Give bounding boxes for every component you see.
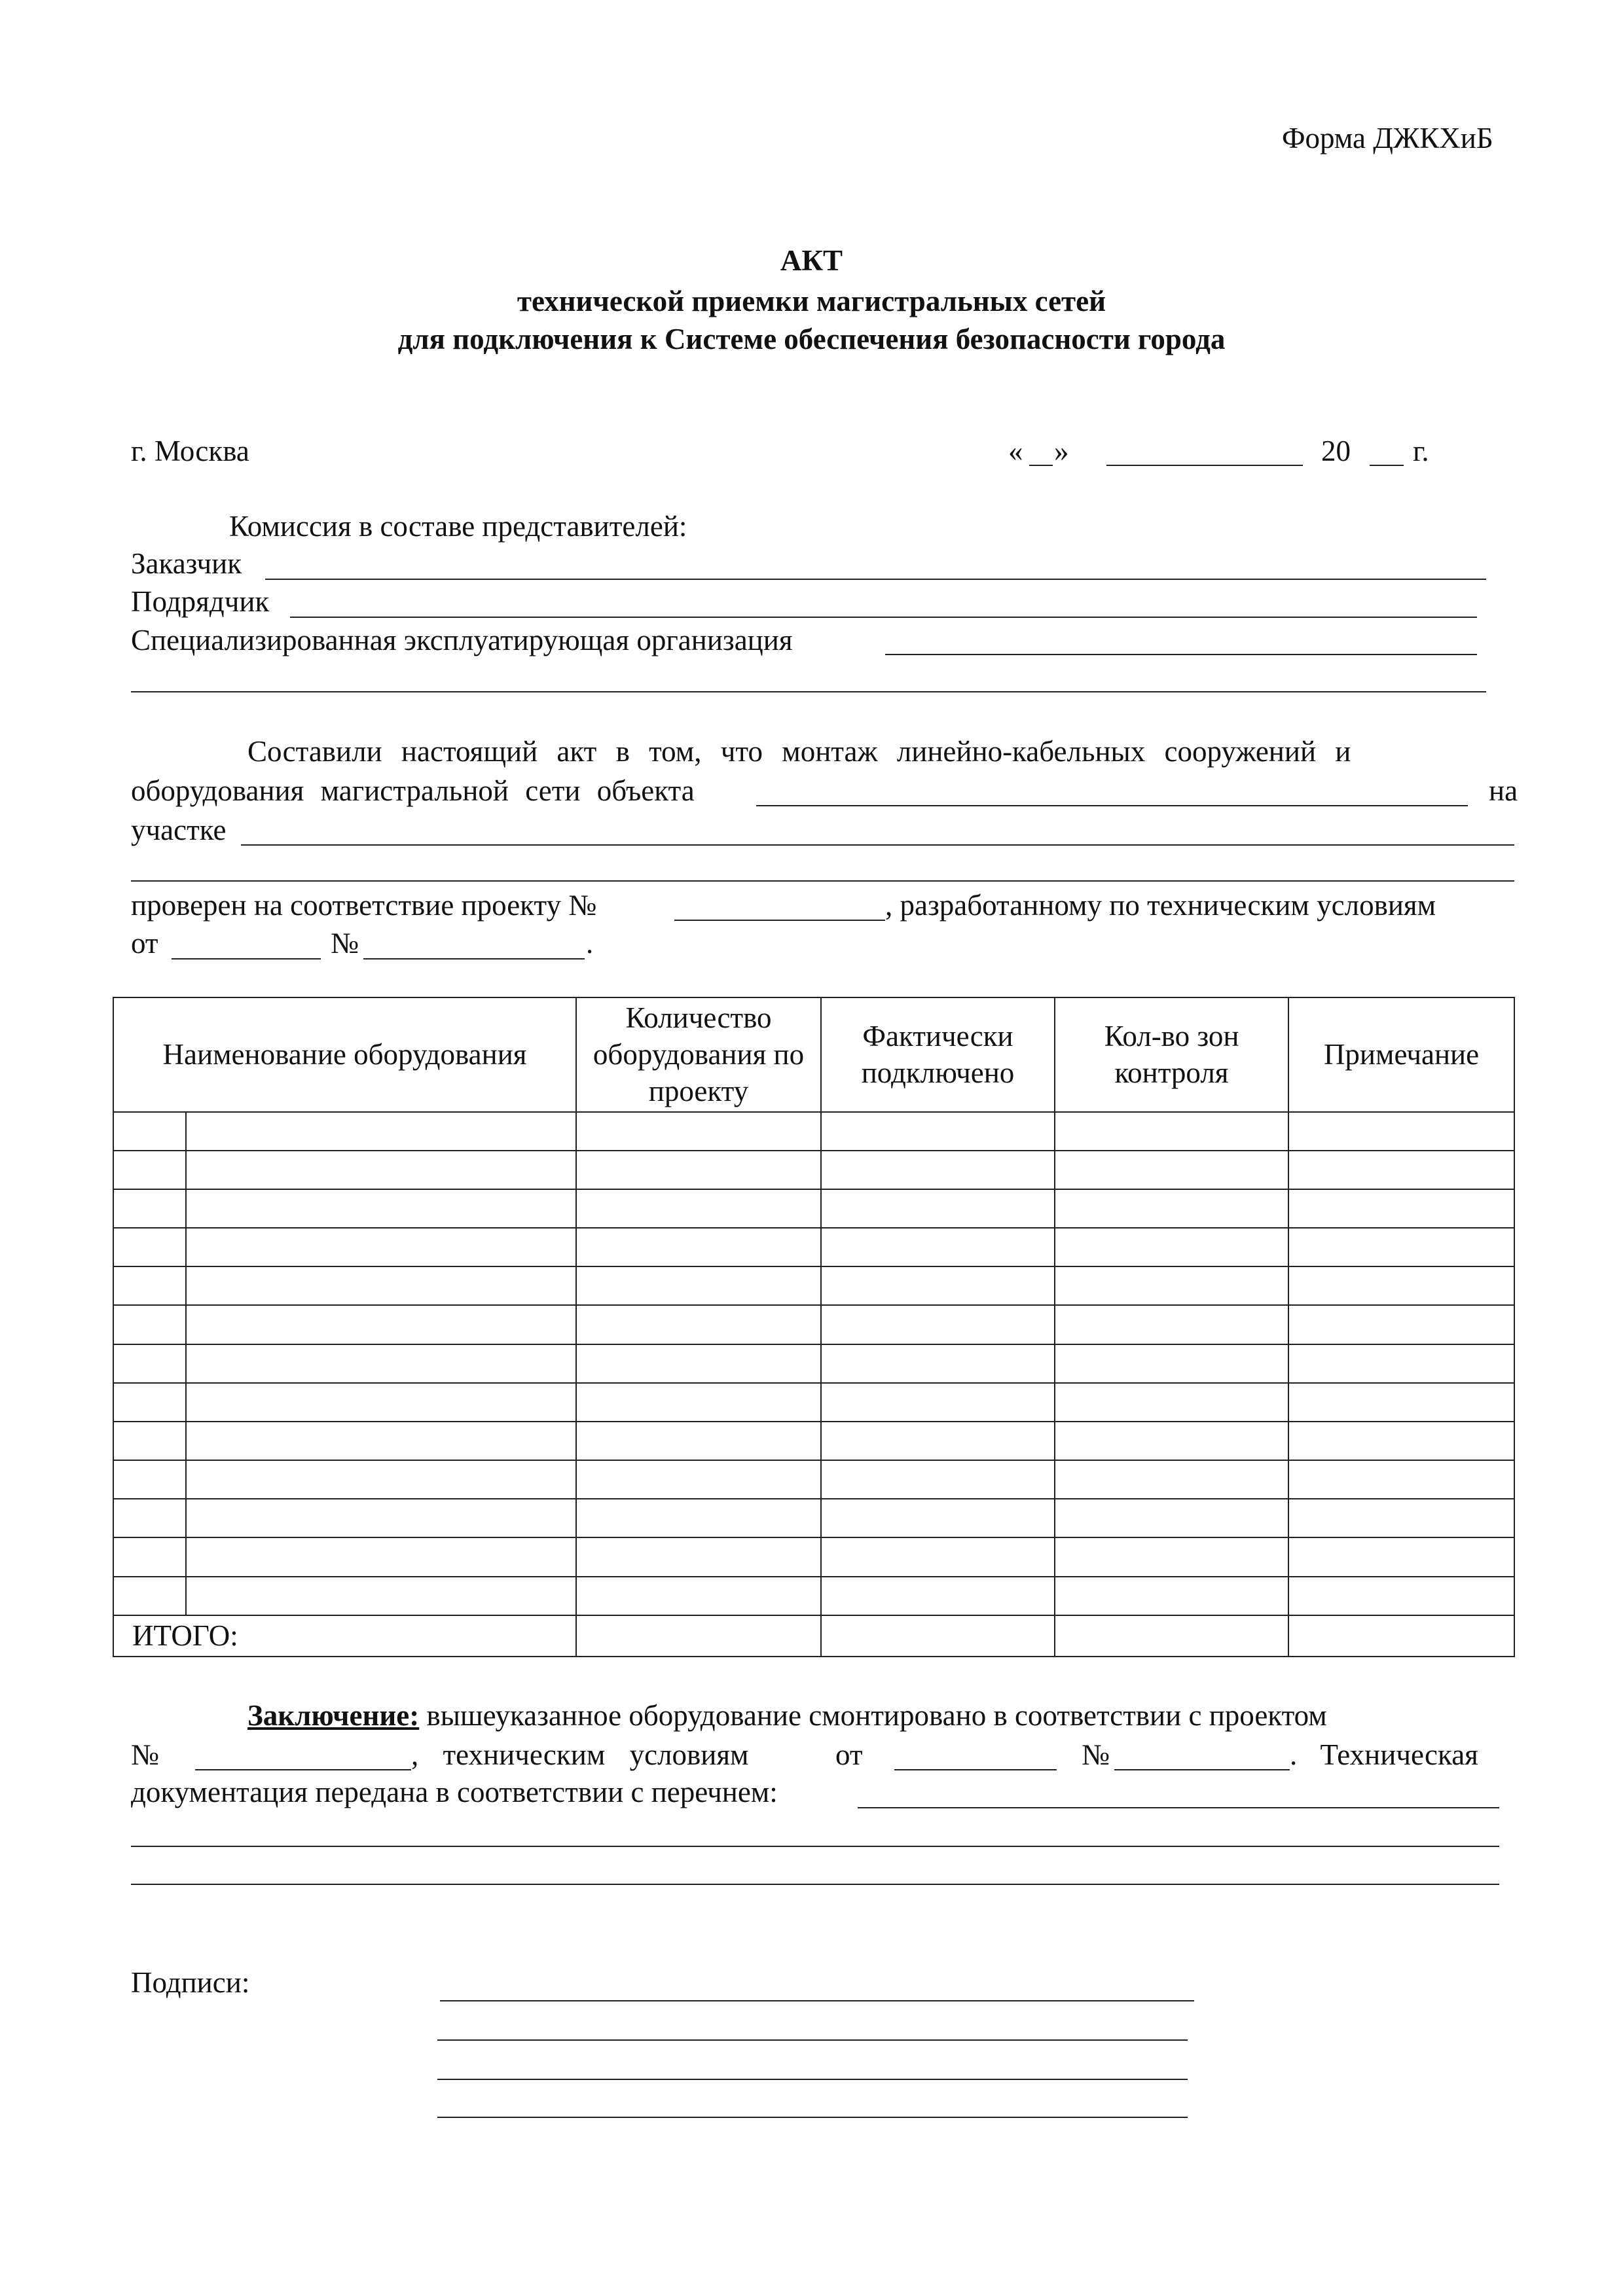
table-cell[interactable] <box>186 1266 576 1305</box>
table-cell[interactable] <box>1055 1151 1288 1189</box>
table-cell[interactable] <box>576 1460 821 1499</box>
table-cell[interactable] <box>186 1383 576 1422</box>
date-open-quote: « <box>1008 435 1023 467</box>
table-cell[interactable] <box>186 1305 576 1344</box>
header-equipment-name: Наименование оборудования <box>113 997 576 1112</box>
table-cell[interactable] <box>821 1499 1055 1537</box>
tech-conditions-from-label: от <box>131 927 158 960</box>
header-control-zones: Кол-во зон контроля <box>1055 997 1288 1112</box>
table-cell[interactable] <box>576 1344 821 1383</box>
statement-line-2: оборудования магистральной сети объекта <box>131 774 695 807</box>
object-field[interactable] <box>756 805 1468 806</box>
table-cell[interactable] <box>186 1422 576 1460</box>
table-cell[interactable] <box>1288 1189 1514 1228</box>
table-cell[interactable] <box>186 1499 576 1537</box>
conclusion-tech-conditions: , техническим условиям <box>411 1738 749 1771</box>
date-day-field[interactable] <box>1029 465 1053 466</box>
table-cell[interactable] <box>821 1383 1055 1422</box>
table-cell[interactable] <box>821 1537 1055 1576</box>
doc-subtitle-2: для подключения к Системе обеспечения безопасности города <box>397 323 1226 355</box>
tech-conditions-number-field[interactable] <box>363 958 585 960</box>
table-cell[interactable] <box>113 1460 186 1499</box>
equipment-table <box>113 997 1515 1657</box>
tech-conditions-number-label: № <box>331 927 359 960</box>
table-cell[interactable] <box>576 1422 821 1460</box>
table-row <box>113 1422 1514 1460</box>
table-row <box>113 1305 1514 1344</box>
statement-line-4: проверен на соответствие проекту № <box>131 889 597 922</box>
table-cell[interactable] <box>113 1499 186 1537</box>
table-row <box>113 1499 1514 1537</box>
table-cell[interactable] <box>1055 1422 1288 1460</box>
table-cell[interactable] <box>821 1344 1055 1383</box>
table-cell[interactable] <box>576 1151 821 1189</box>
table-cell[interactable] <box>1055 1537 1288 1576</box>
table-cell[interactable] <box>1288 1266 1514 1305</box>
table-cell[interactable] <box>186 1344 576 1383</box>
table-cell[interactable] <box>1288 1151 1514 1189</box>
conclusion-number-label: № <box>131 1738 159 1771</box>
header-planned-quantity: Количество оборудования по проекту <box>576 997 821 1112</box>
total-cell[interactable] <box>821 1615 1055 1657</box>
operator-label: Специализированная эксплуатирующая организация <box>131 624 793 656</box>
table-cell[interactable] <box>576 1499 821 1537</box>
table-row <box>113 1460 1514 1499</box>
table-cell[interactable] <box>113 1537 186 1576</box>
table-cell[interactable] <box>1055 1577 1288 1615</box>
total-cell[interactable] <box>576 1615 821 1657</box>
table-cell[interactable] <box>1055 1383 1288 1422</box>
doc-title: АКТ <box>780 244 843 277</box>
table-cell[interactable] <box>576 1266 821 1305</box>
commission-intro: Комиссия в составе представителей: <box>229 510 687 543</box>
table-cell[interactable] <box>821 1189 1055 1228</box>
total-label: ИТОГО: <box>113 1615 576 1657</box>
table-cell[interactable] <box>186 1460 576 1499</box>
form-label: Форма ДЖКХиБ <box>1282 122 1493 154</box>
conclusion-number2-field[interactable] <box>1114 1769 1290 1770</box>
table-cell[interactable] <box>821 1577 1055 1615</box>
place: г. Москва <box>131 435 249 467</box>
table-cell[interactable] <box>576 1228 821 1266</box>
table-row <box>113 1189 1514 1228</box>
table-cell[interactable] <box>186 1151 576 1189</box>
contractor-label: Подрядчик <box>131 585 270 618</box>
conclusion-label: Заключение: <box>247 1699 420 1732</box>
table-cell[interactable] <box>1288 1112 1514 1151</box>
table-row <box>113 1537 1514 1576</box>
statement-line-2-end: на <box>1489 774 1518 807</box>
statement-end-dot: . <box>586 927 594 960</box>
table-cell[interactable] <box>113 1228 186 1266</box>
table-cell[interactable] <box>576 1189 821 1228</box>
table-cell[interactable] <box>1288 1460 1514 1499</box>
header-note: Примечание <box>1288 997 1514 1112</box>
table-cell[interactable] <box>821 1305 1055 1344</box>
table-cell[interactable] <box>1288 1305 1514 1344</box>
tech-conditions-date-field[interactable] <box>172 958 321 960</box>
signature-line-3[interactable] <box>437 2079 1188 2080</box>
table-cell[interactable] <box>1288 1422 1514 1460</box>
date-year-field[interactable] <box>1370 465 1404 466</box>
table-cell[interactable] <box>186 1537 576 1576</box>
table-cell[interactable] <box>576 1305 821 1344</box>
statement-line-4-end: , разработанному по техническим условиям <box>885 889 1436 922</box>
table-cell[interactable] <box>113 1344 186 1383</box>
table-cell[interactable] <box>1055 1266 1288 1305</box>
date-month-field[interactable] <box>1106 465 1303 466</box>
statement-line-1: Составили настоящий акт в том, что монтаж линейно-кабельных сооружений и <box>247 735 1351 768</box>
conclusion-date-field[interactable] <box>894 1769 1057 1770</box>
documentation-list-field[interactable] <box>858 1807 1499 1808</box>
doc-subtitle-1: технической приемки магистральных сетей <box>517 285 1106 317</box>
table-row <box>113 1344 1514 1383</box>
date-year-suffix: г. <box>1413 435 1429 467</box>
conclusion-tech-doc: . Техническая <box>1290 1738 1478 1771</box>
table-cell[interactable] <box>1288 1537 1514 1576</box>
table-cell[interactable] <box>113 1305 186 1344</box>
table-cell[interactable] <box>1288 1577 1514 1615</box>
table-row <box>113 1151 1514 1189</box>
table-cell[interactable] <box>113 1422 186 1460</box>
table-cell[interactable] <box>186 1577 576 1615</box>
table-cell[interactable] <box>113 1189 186 1228</box>
table-row <box>113 1112 1514 1151</box>
table-cell[interactable] <box>1055 1499 1288 1537</box>
table-cell[interactable] <box>113 1112 186 1151</box>
table-cell[interactable] <box>186 1228 576 1266</box>
table-row <box>113 1577 1514 1615</box>
statement-line-3: участке <box>131 814 227 846</box>
table-header-row <box>113 997 1514 1112</box>
conclusion-project-number-field[interactable] <box>195 1769 411 1770</box>
documentation-list-field-2[interactable] <box>131 1846 1499 1847</box>
table-cell[interactable] <box>1055 1112 1288 1151</box>
date-year-prefix: 20 <box>1321 435 1351 467</box>
operator-field-extra[interactable] <box>131 691 1486 692</box>
table-cell[interactable] <box>1288 1344 1514 1383</box>
table-cell[interactable] <box>821 1460 1055 1499</box>
table-cell[interactable] <box>1055 1189 1288 1228</box>
table-cell[interactable] <box>113 1266 186 1305</box>
table-row <box>113 1383 1514 1422</box>
table-cell[interactable] <box>1055 1305 1288 1344</box>
signature-line-2[interactable] <box>437 2039 1188 2041</box>
table-cell[interactable] <box>186 1112 576 1151</box>
project-number-field[interactable] <box>674 920 885 921</box>
table-total-row <box>113 1615 1514 1657</box>
table-cell[interactable] <box>113 1577 186 1615</box>
date-close-quote: » <box>1054 435 1069 467</box>
section-field-extra[interactable] <box>131 880 1514 882</box>
signature-line-1[interactable] <box>440 2000 1194 2001</box>
table-cell[interactable] <box>1055 1344 1288 1383</box>
documentation-list-field-3[interactable] <box>131 1884 1499 1885</box>
table-cell[interactable] <box>1055 1460 1288 1499</box>
table-cell[interactable] <box>186 1189 576 1228</box>
table-cell[interactable] <box>576 1577 821 1615</box>
table-cell[interactable] <box>576 1112 821 1151</box>
table-cell[interactable] <box>113 1383 186 1422</box>
table-cell[interactable] <box>1288 1499 1514 1537</box>
conclusion-number2-label: № <box>1082 1738 1110 1771</box>
table-row <box>113 1266 1514 1305</box>
table-cell[interactable] <box>576 1383 821 1422</box>
table-cell[interactable] <box>1288 1383 1514 1422</box>
signatures-label: Подписи: <box>131 1966 250 1999</box>
table-cell[interactable] <box>113 1151 186 1189</box>
table-cell[interactable] <box>1055 1228 1288 1266</box>
signature-line-4[interactable] <box>437 2117 1188 2118</box>
table-cell[interactable] <box>821 1228 1055 1266</box>
table-cell[interactable] <box>576 1537 821 1576</box>
total-cell[interactable] <box>1055 1615 1288 1657</box>
contractor-field[interactable] <box>290 617 1477 618</box>
table-cell[interactable] <box>821 1112 1055 1151</box>
conclusion-text: вышеуказанное оборудование смонтировано в соответствии с проектом <box>426 1699 1327 1732</box>
header-actually-connected: Фактически подключено <box>821 997 1055 1112</box>
customer-field[interactable] <box>265 579 1486 580</box>
total-cell[interactable] <box>1288 1615 1514 1657</box>
conclusion-from-label: от <box>835 1738 863 1771</box>
table-cell[interactable] <box>821 1422 1055 1460</box>
conclusion-line-3: документация передана в соответствии с перечнем: <box>131 1776 778 1808</box>
customer-label: Заказчик <box>131 547 242 580</box>
table-row <box>113 1228 1514 1266</box>
conclusion-line-1 <box>247 1698 1327 1732</box>
operator-field[interactable] <box>885 654 1477 655</box>
table-cell[interactable] <box>821 1266 1055 1305</box>
table-cell[interactable] <box>1288 1228 1514 1266</box>
table-cell[interactable] <box>821 1151 1055 1189</box>
section-field[interactable] <box>241 844 1514 846</box>
